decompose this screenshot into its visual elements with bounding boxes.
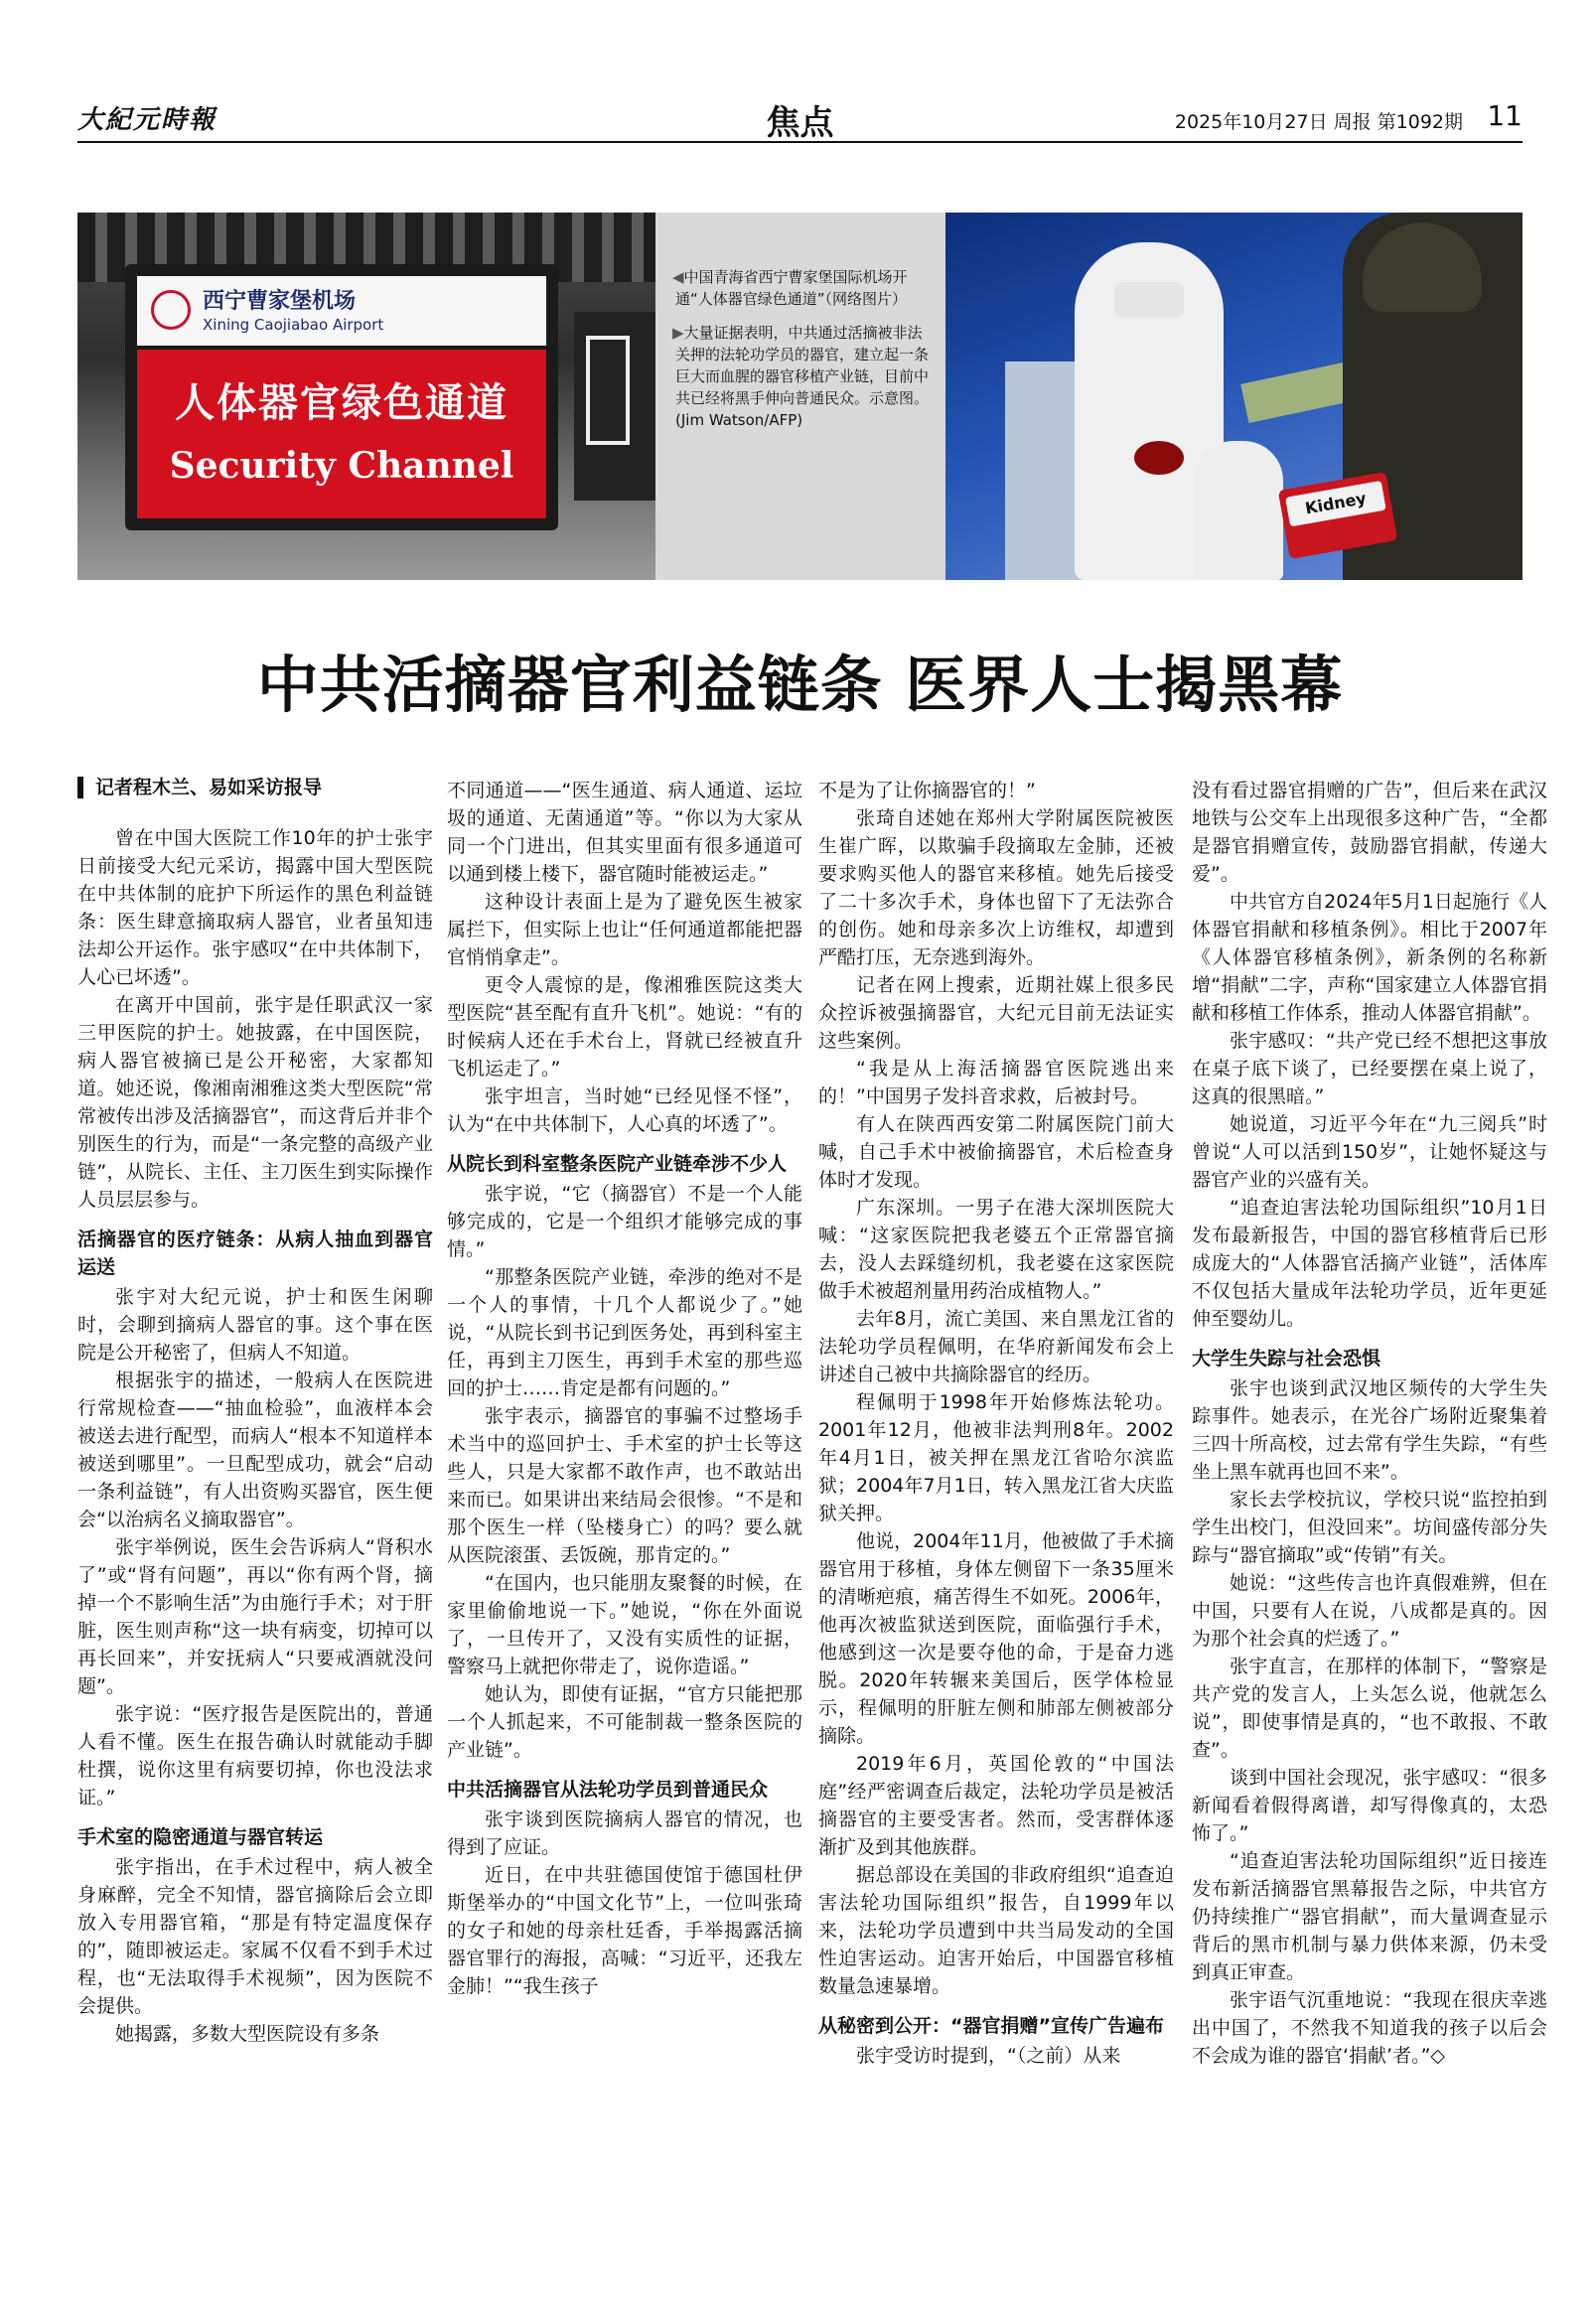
paragraph: 张宇对大纪元说，护士和医生闲聊时，会聊到摘病人器官的事。这个事在医院是公开秘密了，但病人不知道。 — [77, 1286, 433, 1364]
paragraph: 张宇谈到医院摘病人器官的情况，也得到了应证。 — [447, 1808, 802, 1858]
article-column-1 — [77, 777, 433, 2048]
surgical-mask — [1114, 282, 1184, 318]
paragraph: 家长去学校抗议，学校只说“监控拍到学生出校门，但没回来”。坊间盛传部分失踪与“器官摘取”或“传销”有关。 — [1192, 1489, 1547, 1566]
protest-photo — [945, 213, 1523, 580]
paragraph: 张宇说：“医疗报告是医院出的，普通人看不懂。医生在报告确认时就能动手脚杜撰，说你这里有病要切掉，你也没法求证。” — [77, 1703, 433, 1808]
paragraph: 广东深圳。一男子在港大深圳医院大喊：“这家医院把我老婆五个正常器官摘去，没人去踩缝纫机，我老婆在这家医院做手术被超剂量用药治成植物人。” — [818, 1197, 1174, 1302]
paragraph: 张宇语气沉重地说：“我现在很庆幸逃出中国了，不然我不知道我的孩子以后会不会成为谁的器官‘捐献’者。”◇ — [1192, 1989, 1547, 2067]
arrow-right-icon: ▶ — [672, 324, 684, 342]
helmet — [1363, 222, 1482, 312]
paragraph: 张宇受访时提到，“（之前）从来 — [856, 2045, 1121, 2067]
photo-caption-box — [655, 213, 945, 580]
paragraph: 程佩明于1998年开始修炼法轮功。2001年12月，他被非法判刑8年。2002年4月1日，被关押在黑龙江省哈尔滨监狱；2004年7月1日，转入黑龙江省大庆监狱关押。 — [818, 1391, 1174, 1524]
paragraph: 她认为，即使有证据，“官方只能把那一个人抓起来，不可能制裁一整条医院的产业链”。 — [447, 1683, 802, 1761]
page-number: 11 — [1487, 99, 1523, 132]
airport-sign-photo — [77, 213, 655, 580]
paragraph: 2019年6月，英国伦敦的“中国法庭”经严密调查后裁定，法轮功学员是被活摘器官的主要受害者。然而，受害群体逐渐扩及到其他族群。 — [818, 1753, 1174, 1858]
sign-airport-cn: 西宁曹家堡机场 — [203, 288, 357, 314]
subheading: 中共活摘器官从法轮功学员到普通民众 — [447, 1779, 769, 1801]
paragraph: 她说道，习近平今年在“九三阅兵”时曾说“人可以活到150岁”，让她怀疑这与器官产业的兴盛有关。 — [1192, 1113, 1547, 1191]
blood-stain — [1134, 441, 1184, 475]
photo-caption-2: ▶大量证据表明，中共通过活摘被非法关押的法轮功学员的器官，建立起一条巨大而血腥的器官移植产业链，目前中共已经将黑手伸向普通民众。示意图。(Jim Watson/AFP) — [672, 324, 930, 429]
paragraph: “追查迫害法轮功国际组织”10月1日发布最新报告，中国的器官移植背后已形成庞大的“人体器官活摘产业链”，活体库不仅包括大量成年法轮功学员，近年更延伸至婴幼儿。 — [1192, 1197, 1547, 1330]
paragraph: “追查迫害法轮功国际组织”近日接连发布新活摘器官黑幕报告之际，中共官方仍持续推广“器官捐献”，而大量调查显示背后的黑市机制与暴力供体来源，仍未受到真正审查。 — [1192, 1850, 1547, 1983]
subheading: 从院长到科室整条医院产业链牵涉不少人 — [447, 1153, 788, 1175]
arrow-left-icon: ◀ — [672, 268, 684, 286]
paragraph: 不同通道——“医生通道、病人通道、运垃圾的通道、无菌通道”等。“你以为大家从同一个门进出，但其实里面有很多通道可以通到楼上楼下，器官随时能被运走。” — [447, 780, 802, 885]
paragraph: 更令人震惊的是，像湘雅医院这类大型医院“甚至配有直升飞机”。她说：“有的时候病人还在手术台上，肾就已经被直升飞机运走了。” — [447, 974, 802, 1080]
paragraph: 记者在网上搜索，近期社媒上很多民众控诉被强摘器官，大纪元目前无法证实这些案例。 — [818, 974, 1174, 1052]
paragraph: 她揭露，多数大型医院设有多条 — [115, 2023, 380, 2045]
paragraph: 不是为了让你摘器官的！” — [818, 780, 1036, 801]
paragraph: 有人在陕西西安第二附属医院门前大喊，自己手术中被偷摘器官，术后检查身体时才发现。 — [818, 1113, 1174, 1191]
side-sign-symbol — [586, 336, 630, 445]
paragraph: “那整条医院产业链，牵涉的绝对不是一个人的事情，十几个人都说少了。”她说，“从院长到书记到医务处，再到科室主任，再到主刀医生，再到手术室的那些巡回的护士……肯定是都有问题的。” — [447, 1266, 802, 1399]
subheading: 活摘器官的医疗链条：从病人抽血到器官运送 — [77, 1228, 433, 1278]
paragraph: 张宇指出，在手术过程中，病人被全身麻醉，完全不知情，器官摘除后会立即放入专用器官箱，“那是有特定温度保存的”，随即被运走。家属不仅看不到手术过程，也“无法取得手术视频”，因为医院不会提供。 — [77, 1856, 433, 2017]
subheading: 手术室的隐密通道与器官转运 — [77, 1826, 324, 1848]
photo-row — [77, 213, 1523, 580]
paragraph: 没有看过器官捐赠的广告”，但后来在武汉地铁与公交车上出现很多这种广告，“全都是器官捐赠宣传，鼓励器官捐献，传递大爱”。 — [1192, 780, 1547, 885]
article-headline: 中共活摘器官利益链条 医界人士揭黑幕 — [256, 649, 1344, 721]
newspaper-logo: 大紀元時報 — [77, 105, 218, 135]
photo-caption-1: ◀中国青海省西宁曹家堡国际机场开通“人体器官绿色通道”（网络图片） — [672, 268, 908, 308]
byline: 记者程木兰、易如采访报导 — [77, 777, 433, 798]
second-surgeon-figure — [1194, 441, 1283, 580]
cooler-label: Kidney — [1285, 481, 1386, 527]
issue-date: 2025年10月27日 周报 第1092期 — [1174, 111, 1463, 133]
paragraph: 张宇举例说，医生会告诉病人“肾积水了”或“肾有问题”，再以“你有两个肾，摘掉一个不影响生活”为由施行手术；对于肝脏，医生则声称“这一块有病变，切掉可以再长回来”，并安抚病人“只要戒酒就没问题”。 — [77, 1536, 433, 1697]
paragraph: 在离开中国前，张宇是任职武汉一家三甲医院的护士。她披露，在中国医院，病人器官被摘已是公开秘密，大家都知道。她还说，像湘南湘雅这类大型医院“常常被传出涉及活摘器官”，而这背后并非个别医生的行为，而是“一条完整的高级产业链”，从院长、主任、主刀医生到实际操作人员层层参与。 — [77, 994, 433, 1211]
sign-header — [137, 276, 546, 346]
paragraph: 张宇表示，摘器官的事骗不过整场手术当中的巡回护士、手术室的护士长等这些人，只是大家都不敢作声，也不敢站出来而已。如果讲出来结局会很惨。“不是和那个医生一样（坠楼身亡）的吗？要么就从医院滚蛋、丢饭碗，那肯定的。” — [447, 1405, 802, 1566]
article-column-3 — [818, 777, 1174, 2070]
paragraph: 张宇直言，在那样的体制下，“警察是共产党的发言人，上头怎么说，他就怎么说”，即使事情是真的，“也不敢报、不敢查”。 — [1192, 1656, 1547, 1761]
airport-sign — [125, 264, 558, 530]
paragraph: 近日，在中共驻德国使馆于德国杜伊斯堡举办的“中国文化节”上，一位叫张琦的女子和她的母亲杜廷香，手举揭露活摘器官罪行的海报，高喊：“习近平，还我左金肺！”“我生孩子 — [447, 1864, 802, 1997]
side-sign — [574, 312, 655, 501]
paragraph: 他说，2004年11月，他被做了手术摘器官用于移植，身体左侧留下一条35厘米的清晰疤痕，痛苦得生不如死。2006年，他再次被监狱送到医院，面临强行手术，他感到这一次是要夺他的命，于是奋力逃脱。2020年转辗来美国后，医学体检显示，程佩明的肝脏左侧和肺部左侧被部分摘除。 — [818, 1530, 1174, 1747]
section-title: 焦点 — [766, 103, 834, 143]
paragraph: 谈到中国社会现况，张宇感叹：“很多新闻看着假得离谱，却写得像真的，太恐怖了。” — [1192, 1767, 1547, 1844]
paragraph: 去年8月，流亡美国、来自黑龙江省的法轮功学员程佩明，在华府新闻发布会上讲述自己被中共摘除器官的经历。 — [818, 1308, 1174, 1385]
paragraph: 张宇坦言，当时她“已经见怪不怪”，认为“在中共体制下，人心真的坏透了”。 — [447, 1085, 802, 1135]
airport-emblem-icon — [151, 290, 191, 330]
paragraph: 张宇感叹：“共产党已经不想把这事放在桌子底下谈了，已经要摆在桌上说了，这真的很黑暗。” — [1192, 1030, 1547, 1107]
paragraph: 张宇说，“它（摘器官）不是一个人能够完成的，它是一个组织才能够完成的事情。” — [447, 1183, 802, 1260]
paragraph: “在国内，也只能朋友聚餐的时候，在家里偷偷地说一下。”她说，“你在外面说了，一旦传开了，又没有实质性的证据，警察马上就把你带走了，说你造谣。” — [447, 1572, 802, 1677]
sign-channel-cn: 人体器官绿色通道 — [175, 380, 508, 426]
article-column-4 — [1192, 777, 1547, 2070]
sign-channel — [137, 350, 546, 518]
paragraph: 张琦自述她在郑州大学附属医院被医生崔广晖，以欺骗手段摘取左金肺，还被要求购买他人的器官来移植。她先后接受了二十多次手术，身体也留下了无法弥合的创伤。她和母亲多次上访维权，却遭到严酷打压，无奈逃到海外。 — [818, 807, 1174, 968]
subheading: 大学生失踪与社会恐惧 — [1192, 1348, 1381, 1370]
article-column-2 — [447, 777, 802, 2000]
subheading: 从秘密到公开：“器官捐赠”宣传广告遍布 — [818, 2015, 1164, 2037]
paragraph: 根据张宇的描述，一般病人在医院进行常规检查——“抽血检验”，血液样本会被送去进行配型，而病人“根本不知道样本被送到哪里”。一旦配型成功，就会“启动一条利益链”，有人出资购买器官，医生便会“以治病名义摘取器官”。 — [77, 1370, 433, 1530]
sign-channel-en: Security Channel — [169, 445, 514, 487]
paragraph: 这种设计表面上是为了避免医生被家属拦下，但实际上也让“任何通道都能把器官悄悄拿走”。 — [447, 891, 802, 968]
paragraph: 张宇也谈到武汉地区频传的大学生失踪事件。她表示，在光谷广场附近聚集着三四十所高校，过去常有学生失踪，“有些坐上黑车就再也回不来”。 — [1192, 1377, 1547, 1483]
masthead — [77, 95, 1523, 143]
sign-airport-en: Xining Caojiabao Airport — [203, 316, 384, 334]
paragraph: “我是从上海活摘器官医院逃出来的！”中国男子发抖音求救，后被封号。 — [818, 1058, 1174, 1107]
paragraph: 她说：“这些传言也许真假难辨，但在中国，只要有人在说，八成都是真的。因为那个社会真的烂透了。” — [1192, 1572, 1547, 1650]
paragraph: 曾在中国大医院工作10年的护士张宇日前接受大纪元采访，揭露中国大型医院在中共体制的庇护下所运作的黑色利益链条：医生肆意摘取病人器官，业者虽知违法却公开运作。张宇感叹“在中共体制下，人心已坏透”。 — [77, 827, 433, 988]
paragraph: 据总部设在美国的非政府组织“追查迫害法轮功国际组织”报告，自1999年以来，法轮功学员遭到中共当局发动的全国性迫害运动。迫害开始后，中国器官移植数量急速暴增。 — [818, 1864, 1174, 1997]
paragraph: 中共官方自2024年5月1日起施行《人体器官捐献和移植条例》。相比于2007年《人体器官移植条例》，新条例的名称新增“捐献”二字，声称“国家建立人体器官捐献和移植工作体系，推动人体器官捐献”。 — [1192, 891, 1547, 1024]
